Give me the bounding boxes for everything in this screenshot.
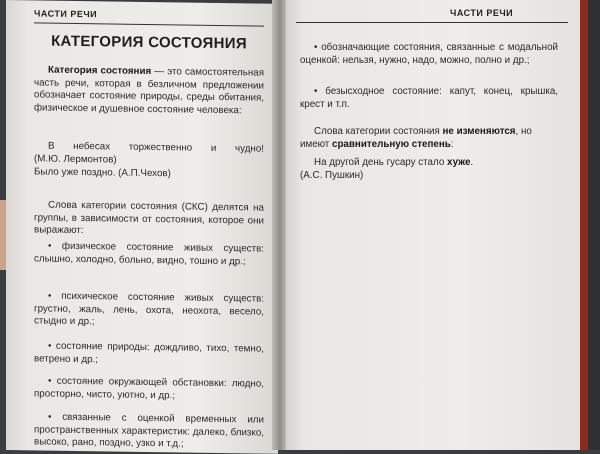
definition-text: — это самостоятельная часть речи, которая в безличном предложении обозначает состояние природы, среды обитания, физическое и душевное состояние человека: <box>34 66 264 117</box>
example-suffix: . <box>470 157 474 168</box>
example-bold: хуже <box>447 157 471 168</box>
list-item: • состояние природы: дождливо, тихо, темно, ветрено и др.; <box>34 340 264 365</box>
right-page <box>286 0 580 450</box>
left-page <box>6 0 278 454</box>
running-head: ЧАСТИ РЕЧИ <box>450 8 514 18</box>
rule-middle: , но имеют <box>300 126 532 150</box>
list-item: • безысходное состояние: капут, конец, крышка, крест и т.п. <box>300 86 558 110</box>
example-2: Было уже поздно. (А.П.Чехов) <box>34 166 171 180</box>
definition-paragraph <box>34 64 264 118</box>
example-author: (А.С. Пушкин) <box>300 170 364 181</box>
list-item: • психическое состояние живых существ: грустно, жаль, лень, охота, неохота, весело, стыдно и др.; <box>34 290 264 328</box>
running-head: ЧАСТИ РЕЧИ <box>34 8 98 20</box>
list-item: • физическое состояние живых существ: слышно, холодно, больно, видно, тошно и др.; <box>34 240 264 267</box>
example-prefix: На другой день гусару стало <box>314 157 447 168</box>
background-edge <box>588 0 600 450</box>
example-paragraph <box>300 157 558 170</box>
rule-paragraph <box>300 126 558 151</box>
book-cover-edge <box>580 0 588 450</box>
page-title: КАТЕГОРИЯ СОСТОЯНИЯ <box>51 32 247 53</box>
header-rule <box>34 22 264 26</box>
list-item: • состояние окружающей обстановки: людно, просторно, чисто, уютно, и др.; <box>34 375 264 401</box>
list-item: • связанные с оценкой временных или пространственных характеристик: далеко, близко, высоко, рано, поздно, узко и т.д.; <box>34 411 264 450</box>
example-1-author: (М.Ю. Лермонтов) <box>34 153 117 166</box>
list-item: • обозначающие состояния, связанные с модальной оценкой: нельзя, нужно, надо, можно, полно и др.; <box>300 42 558 66</box>
example-1-text: В небесах торжественно и чудно! <box>48 140 264 155</box>
rule-bold-1: не изменяются <box>442 126 516 137</box>
definition-term: Категория состояния <box>48 64 152 78</box>
rule-prefix: Слова категории состояния <box>314 126 443 137</box>
groups-intro: Слова категории состояния (СКС) делятся на группы, в зависимости от состояния, которое они выражают: <box>34 199 264 237</box>
rule-bold-2: сравнительную степень <box>332 138 451 150</box>
rule-suffix: : <box>450 138 454 150</box>
header-rule <box>296 22 568 23</box>
